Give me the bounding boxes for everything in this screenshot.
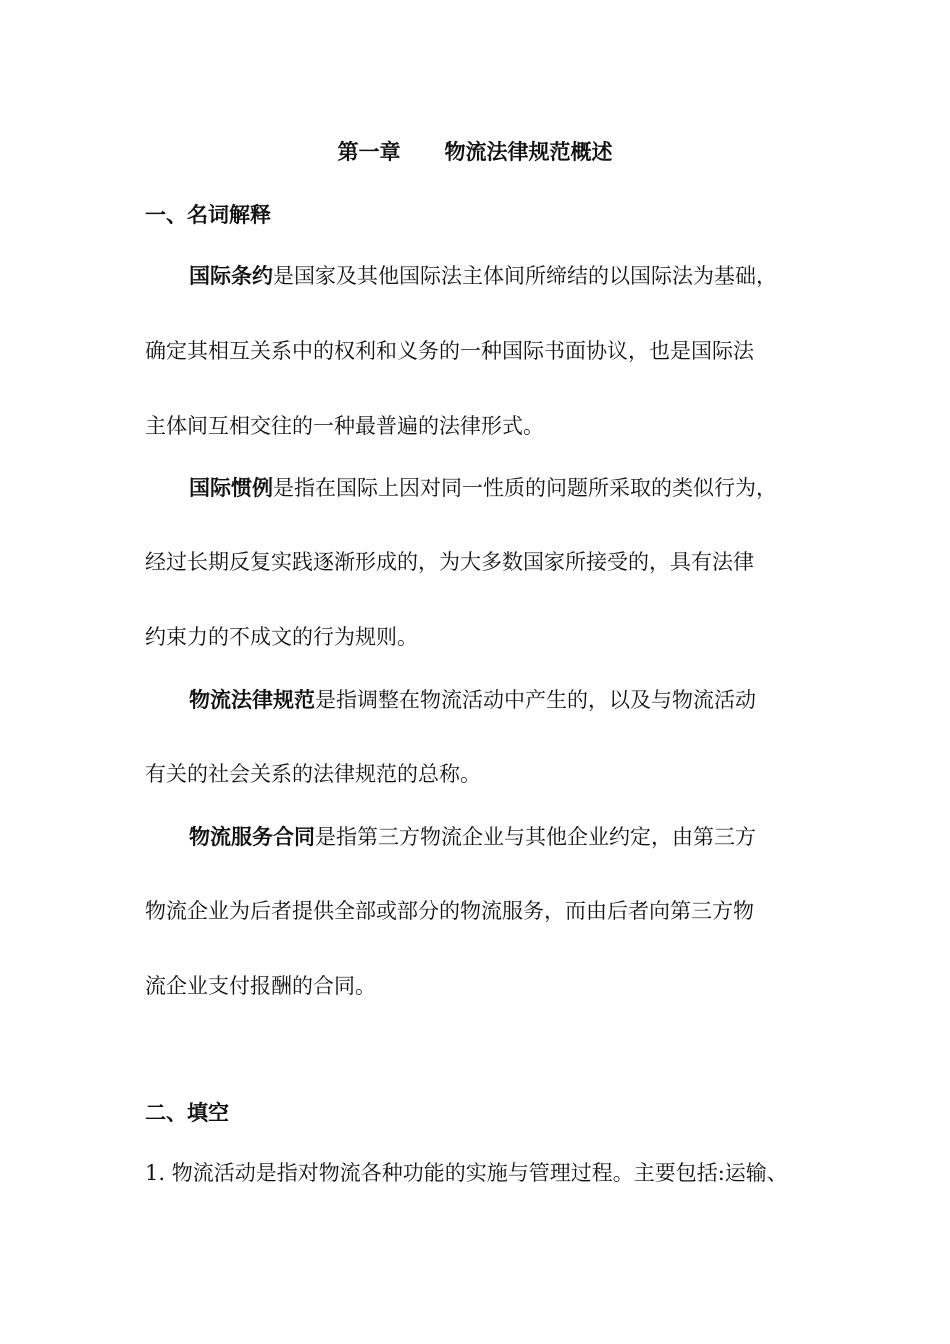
- definition-paragraph-line: [189, 823, 756, 851]
- fill-in-item-line: 1. 物流活动是指对物流各种功能的实施与管理过程。主要包括:运输、: [145, 1161, 788, 1185]
- definition-text: 是指第三方物流企业与其他企业约定，由第三方: [315, 825, 756, 849]
- definition-text-line: 经过长期反复实践逐渐形成的，为大多数国家所接受的，具有法律: [145, 550, 754, 574]
- chapter-label: 第一章: [337, 140, 401, 164]
- definition-text: 是指在国际上因对同一性质的问题所采取的类似行为，: [273, 476, 777, 500]
- chapter-heading: [0, 136, 950, 166]
- defined-term: 国际惯例: [189, 476, 273, 500]
- definition-text-line: 物流企业为后者提供全部或部分的物流服务，而由后者向第三方物: [145, 899, 754, 923]
- definition-text: 是指调整在物流活动中产生的，以及与物流活动: [315, 688, 756, 712]
- definition-paragraph-line: [189, 474, 777, 502]
- chapter-title: 物流法律规范概述: [444, 140, 613, 164]
- definition-text-line: 约束力的不成文的行为规则。: [145, 625, 418, 649]
- definition-paragraph-line: [189, 686, 756, 714]
- definition-text-line: 主体间互相交往的一种最普遍的法律形式。: [145, 414, 544, 438]
- definition-text-line: 流企业支付报酬的合同。: [145, 974, 376, 998]
- definition-text: 是国家及其他国际法主体间所缔结的以国际法为基础，: [273, 264, 777, 288]
- defined-term: 物流法律规范: [189, 688, 315, 712]
- definition-text-line: 确定其相互关系中的权利和义务的一种国际书面协议，也是国际法: [145, 339, 754, 363]
- definition-text-line: 有关的社会关系的法律规范的总称。: [145, 762, 481, 786]
- section-heading-fill-in: 二、填空: [145, 1101, 229, 1125]
- section-heading-definitions: 一、名词解释: [145, 203, 271, 227]
- defined-term: 国际条约: [189, 264, 273, 288]
- defined-term: 物流服务合同: [189, 825, 315, 849]
- definition-paragraph-line: [189, 262, 777, 290]
